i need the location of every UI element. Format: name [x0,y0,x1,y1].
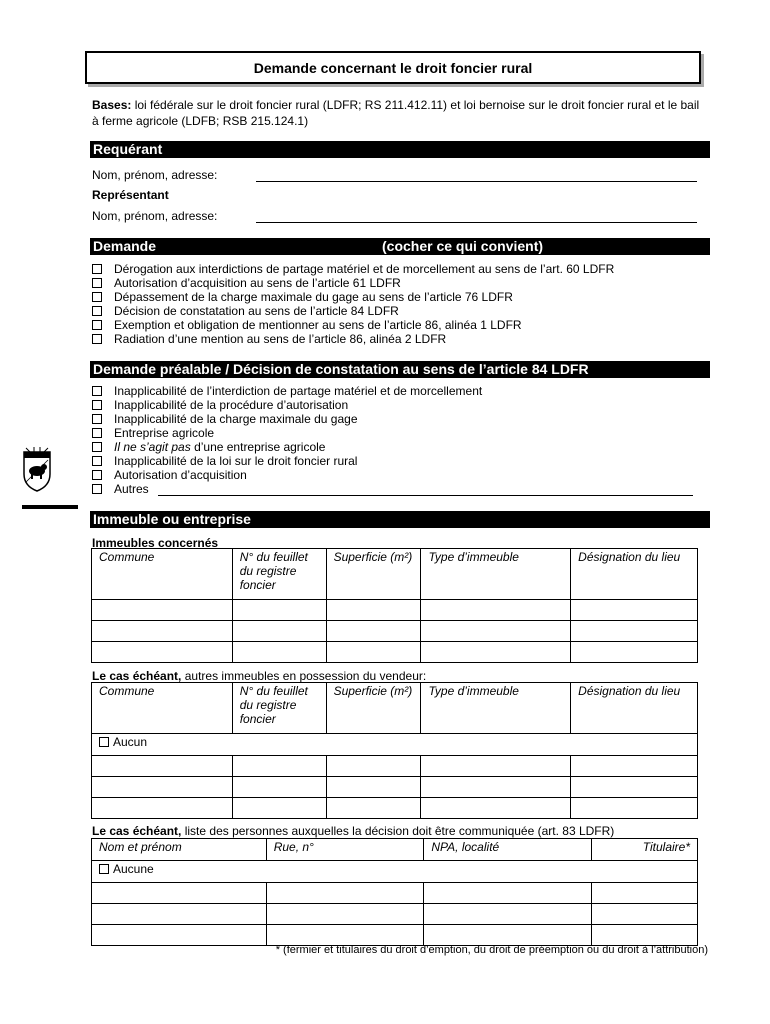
checkbox[interactable] [99,864,109,874]
autres-immeubles-label: Le cas échéant, autres immeubles en possession du vendeur: [92,669,427,683]
demande-option-5[interactable]: Exemption et obligation de mentionner au sens de l’article 86, alinéa 1 LDFR [92,318,522,332]
prealable-option-5[interactable]: Il ne s’agit pas d’une entreprise agricole [92,440,325,454]
table-row[interactable] [92,798,698,819]
col-commune: Commune [92,683,233,734]
prealable-option-1[interactable]: Inapplicabilité de l’interdiction de partage matériel et de morcellement [92,384,482,398]
table-row[interactable] [92,621,698,642]
col-npa: NPA, localité [424,839,592,861]
checkbox[interactable] [92,334,102,344]
table-row[interactable] [92,925,698,946]
aucun-row[interactable]: Aucun [92,734,698,756]
autres-field[interactable] [158,495,693,496]
section-requerant-heading: Requérant [90,141,710,158]
checkbox[interactable] [92,278,102,288]
immeubles-concernes-label: Immeubles concernés [92,536,219,550]
checkbox[interactable] [92,386,102,396]
table-row[interactable] [92,883,698,904]
checkbox[interactable] [92,456,102,466]
demande-option-4[interactable]: Décision de constatation au sens de l’article 84 LDFR [92,304,399,318]
prealable-option-7[interactable]: Autorisation d’acquisition [92,468,247,482]
col-titulaire: Titulaire* [592,839,698,861]
representant-label: Représentant [92,188,169,202]
col-feuillet: N° du feuillet du registre foncier [232,683,326,734]
table-row[interactable] [92,600,698,621]
prealable-option-6[interactable]: Inapplicabilité de la loi sur le droit foncier rural [92,454,357,468]
prealable-option-2[interactable]: Inapplicabilité de la procédure d’autorisation [92,398,348,412]
autres-immeubles-table [91,682,698,819]
checkbox[interactable] [92,442,102,452]
checkbox[interactable] [92,306,102,316]
prealable-option-3[interactable]: Inapplicabilité de la charge maximale du gage [92,412,358,426]
table-row[interactable] [92,642,698,663]
side-marker [22,505,78,509]
checkbox[interactable] [92,470,102,480]
col-superficie: Superficie (m²) [326,549,421,600]
requerant-name-label: Nom, prénom, adresse: [92,168,218,182]
table-row[interactable] [92,777,698,798]
demande-hint: (cocher ce qui convient) [382,238,544,254]
demande-option-3[interactable]: Dépassement de la charge maximale du gage au sens de l’article 76 LDFR [92,290,513,304]
section-demande-heading: Demande (cocher ce qui convient) [90,238,710,255]
prealable-option-8[interactable]: Autres [92,482,149,496]
section-prealable-heading: Demande préalable / Décision de constatation au sens de l’article 84 LDFR [90,361,710,378]
col-designation: Désignation du lieu [571,683,698,734]
col-commune: Commune [92,549,233,600]
footnote: * (fermier et titulaires du droit d’emption, du droit de préemption ou du droit à l’attribution) [275,944,708,956]
legal-bases: Bases: loi fédérale sur le droit foncier rural (LDFR; RS 211.412.11) et loi bernoise sur le droit foncier rural et le bail à ferme agricole (LDFB; RSB 215.124.1) [92,98,700,128]
col-type: Type d’immeuble [421,549,571,600]
checkbox[interactable] [92,320,102,330]
immeubles-table [91,548,698,663]
col-superficie: Superficie (m²) [326,683,421,734]
requerant-name-field[interactable] [256,181,697,182]
table-row[interactable] [92,756,698,777]
form-title: Demande concernant le droit foncier rural [85,51,701,84]
checkbox[interactable] [92,414,102,424]
table-row[interactable] [92,904,698,925]
col-feuillet: N° du feuillet du registre foncier [232,549,326,600]
representant-name-field[interactable] [256,222,697,223]
col-designation: Désignation du lieu [571,549,698,600]
section-immeuble-heading: Immeuble ou entreprise [90,511,710,528]
demande-option-1[interactable]: Dérogation aux interdictions de partage matériel et de morcellement au sens de l’art. 60 LDFR [92,262,614,276]
col-type: Type d’immeuble [421,683,571,734]
checkbox[interactable] [92,292,102,302]
checkbox[interactable] [92,400,102,410]
demande-option-2[interactable]: Autorisation d’acquisition au sens de l’article 61 LDFR [92,276,401,290]
col-rue: Rue, n° [266,839,424,861]
representant-name-label: Nom, prénom, adresse: [92,209,218,223]
personnes-table [91,838,698,946]
prealable-option-4[interactable]: Entreprise agricole [92,426,214,440]
demande-option-6[interactable]: Radiation d’une mention au sens de l’article 86, alinéa 2 LDFR [92,332,446,346]
checkbox[interactable] [92,264,102,274]
col-nom: Nom et prénom [92,839,267,861]
bern-bear-emblem-icon [22,446,52,492]
personnes-label: Le cas échéant, liste des personnes auxquelles la décision doit être communiquée (art. 83 LDFR) [92,824,615,838]
checkbox[interactable] [99,737,109,747]
aucune-row[interactable]: Aucune [92,861,698,883]
checkbox[interactable] [92,484,102,494]
checkbox[interactable] [92,428,102,438]
